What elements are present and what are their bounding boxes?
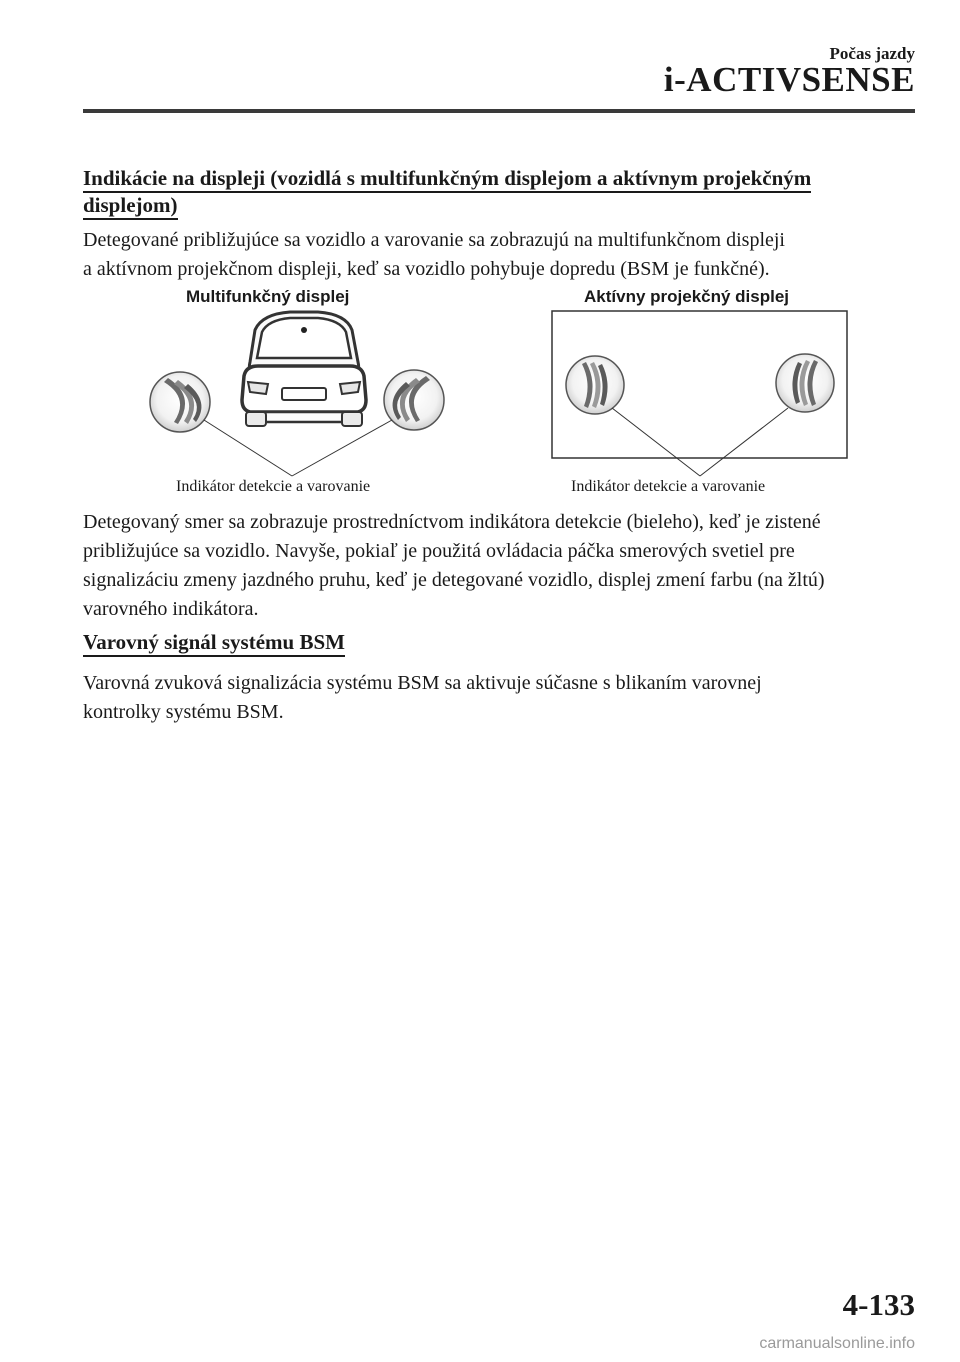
bsm-display-illustration	[0, 0, 960, 520]
watermark-link[interactable]: carmanualsonline.info	[759, 1335, 915, 1352]
left-detection-indicator-icon	[150, 372, 210, 432]
heading-line-2: displejom)	[83, 193, 178, 217]
heading2-wrap	[83, 630, 345, 657]
figure-title-active-driving-display: Aktívny projekčný displej	[584, 287, 790, 306]
hud-left-detection-indicator-icon	[566, 356, 624, 414]
page-number: 4-133	[842, 1287, 915, 1322]
paragraph-detection-direction	[83, 508, 918, 624]
header-chapter-title: i-ACTIVSENSE	[663, 60, 915, 99]
para1-line-2: a aktívnom projekčnom displeji, keď sa vozidlo pohybuje dopredu (BSM je funkčné).	[83, 258, 770, 280]
para2-line-1: Detegovaný smer sa zobrazuje prostredníctvom indikátora detekcie (bieleho), keď je zistené	[83, 511, 821, 533]
figure-title-multifunction-display: Multifunkčný displej	[186, 287, 350, 306]
leader-line-left-a	[204, 420, 292, 476]
figure-caption-left: Indikátor detekcie a varovanie	[176, 478, 371, 495]
paragraph-bsm-warning	[83, 669, 918, 727]
para2-line-4: varovného indikátora.	[83, 598, 259, 620]
para3-line-1: Varovná zvuková signalizácia systému BSM sa aktivuje súčasne s blikaním varovnej	[83, 672, 762, 694]
leader-line-left-b	[292, 420, 392, 476]
figure-caption-right: Indikátor detekcie a varovanie	[571, 478, 766, 495]
para2-line-3: signalizáciu zmeny jazdného pruhu, keď je detegované vozidlo, displej zmení farbu (na žltú)	[83, 569, 825, 591]
camera-dot	[301, 327, 307, 333]
heading2-underline	[83, 655, 345, 657]
section-heading-bsm-warning	[83, 630, 883, 657]
para3-line-2: kontrolky systému BSM.	[83, 701, 284, 723]
heading-line-1: Indikácie na displeji (vozidlá s multifunkčným displejom a aktívnym projekčným	[83, 166, 812, 190]
hud-right-detection-indicator-icon	[776, 354, 834, 412]
para1-line-1: Detegované približujúce sa vozidlo a varovanie sa zobrazujú na multifunkčnom displeji	[83, 229, 785, 251]
para2-line-2: približujúce sa vozidlo. Navyše, pokiaľ je použitá ovládacia páčka smerových svetiel pre	[83, 540, 795, 562]
heading2-text: Varovný signál systému BSM	[83, 630, 345, 654]
right-detection-indicator-icon	[384, 370, 444, 430]
header-section-label: Počas jazdy	[829, 44, 915, 63]
